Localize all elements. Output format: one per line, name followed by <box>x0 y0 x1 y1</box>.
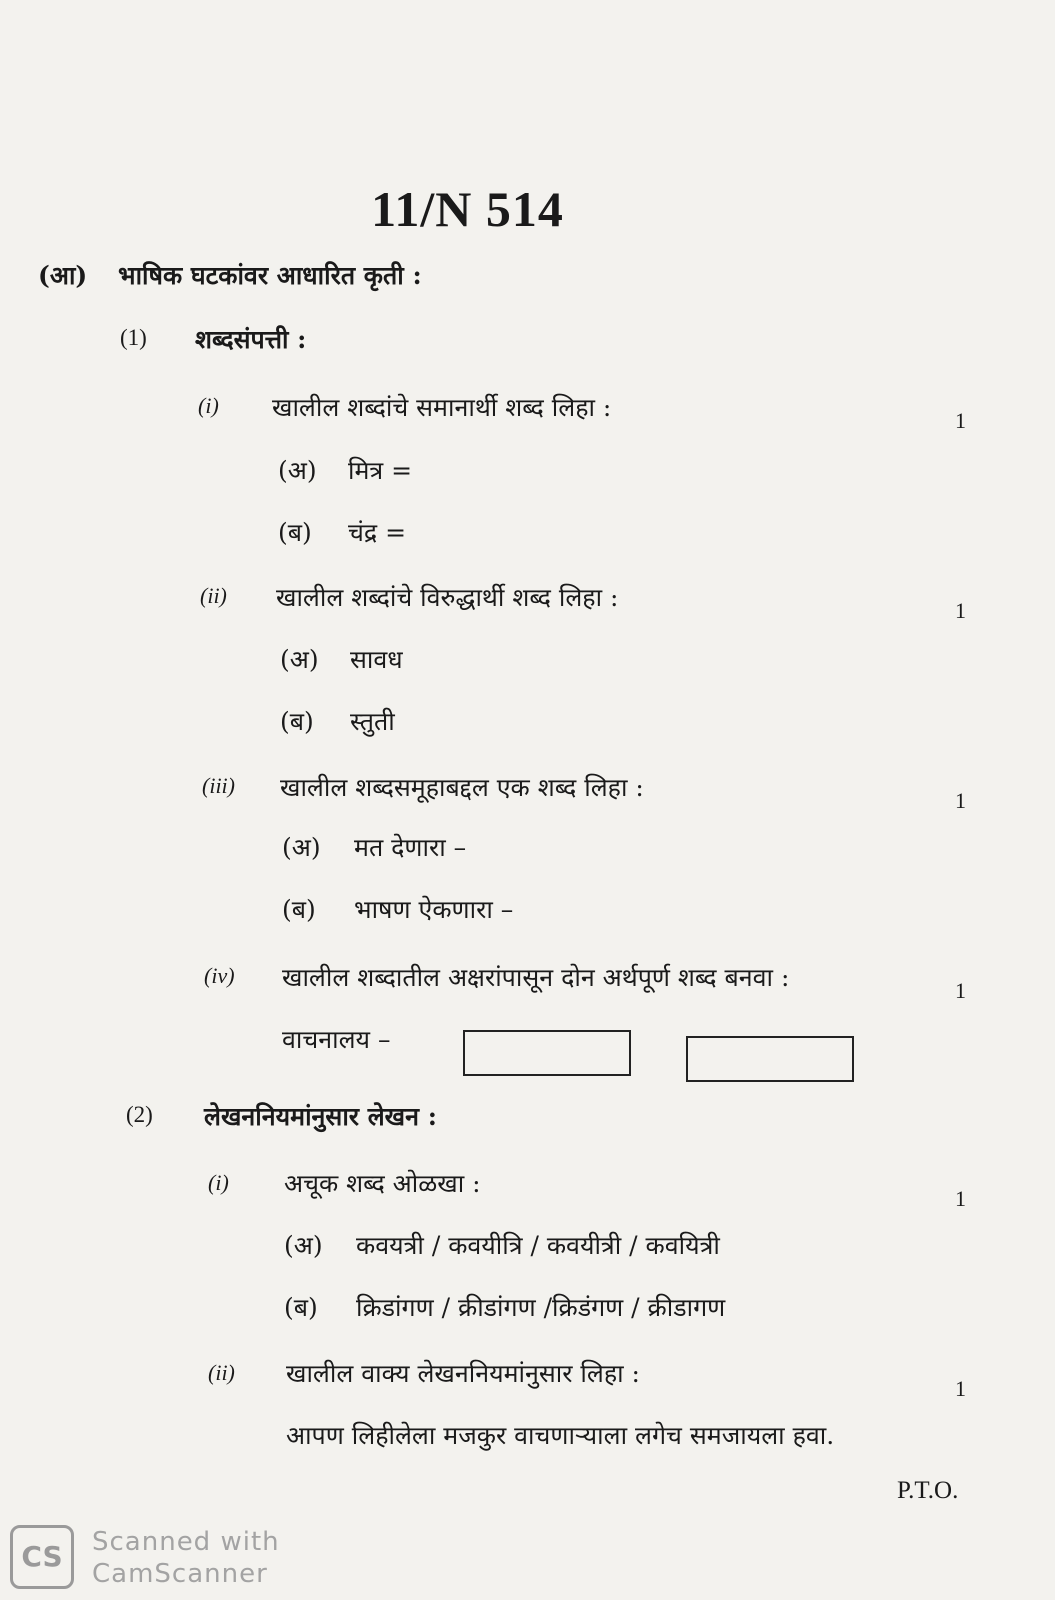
q2-ii-sentence: आपण लिहीलेला मजकुर वाचणाऱ्याला लगेच समजायला हवा. <box>286 1421 835 1450</box>
q1-iii-b-text: भाषण ऐकणारा – <box>354 895 514 924</box>
watermark-line-1: Scanned with <box>92 1527 280 1557</box>
q1-i-number: (i) <box>198 393 219 418</box>
q1-ii-number: (ii) <box>200 583 227 608</box>
q1-ii-marks: 1 <box>955 598 966 623</box>
section-label: (आ) <box>38 261 88 290</box>
answer-box-2[interactable] <box>686 1036 854 1082</box>
q1-i-marks: 1 <box>955 408 966 433</box>
q1-i-text: खालील शब्दांचे समानार्थी शब्द लिहा : <box>272 393 612 422</box>
q2-number: (2) <box>126 1102 153 1127</box>
q1-iii-a-text: मत देणारा – <box>354 833 467 862</box>
q1-iv-word: वाचनालय – <box>282 1025 391 1054</box>
q1-iv-text: खालील शब्दातील अक्षरांपासून दोन अर्थपूर्ण शब्द बनवा : <box>282 963 790 992</box>
q1-title: शब्दसंपत्ती : <box>195 325 307 354</box>
answer-box-1[interactable] <box>463 1030 631 1076</box>
q1-iii-a-label: (अ) <box>282 833 321 862</box>
q1-ii-a-label: (अ) <box>280 645 319 674</box>
paper-code: 11/N 514 <box>371 181 564 237</box>
q1-i-a-text: मित्र = <box>348 456 413 485</box>
watermark-line-2: CamScanner <box>92 1559 268 1589</box>
q2-i-a-label: (अ) <box>284 1231 323 1260</box>
q1-iv-number: (iv) <box>204 963 235 988</box>
q1-iii-b-label: (ब) <box>282 895 316 924</box>
q2-i-marks: 1 <box>955 1186 966 1211</box>
q2-i-text: अचूक शब्द ओळखा : <box>284 1169 481 1198</box>
q1-ii-a-text: सावध <box>350 645 403 674</box>
q2-i-a-options: कवयत्री / कवयीत्रि / कवयीत्री / कवयित्री <box>356 1231 720 1260</box>
q2-i-b-label: (ब) <box>284 1293 318 1322</box>
q2-ii-number: (ii) <box>208 1360 235 1385</box>
section-title: भाषिक घटकांवर आधारित कृती : <box>118 261 422 290</box>
q1-iii-number: (iii) <box>202 773 235 798</box>
q1-number: (1) <box>120 325 147 350</box>
q1-i-b-label: (ब) <box>278 518 312 547</box>
q1-i-b-text: चंद्र = <box>348 518 407 547</box>
please-turn-over: P.T.O. <box>897 1477 959 1504</box>
q1-ii-text: खालील शब्दांचे विरुद्धार्थी शब्द लिहा : <box>276 583 619 612</box>
q1-ii-b-text: स्तुती <box>350 707 395 736</box>
q1-ii-b-label: (ब) <box>280 707 314 736</box>
q2-ii-text: खालील वाक्य लेखननियमांनुसार लिहा : <box>286 1359 640 1388</box>
q2-title: लेखननियमांनुसार लेखन : <box>204 1102 437 1131</box>
q1-iv-marks: 1 <box>955 978 966 1003</box>
q2-ii-marks: 1 <box>955 1376 966 1401</box>
q1-iii-marks: 1 <box>955 788 966 813</box>
q2-i-number: (i) <box>208 1170 229 1195</box>
camscanner-watermark <box>92 1526 280 1590</box>
q1-iii-text: खालील शब्दसमूहाबद्दल एक शब्द लिहा : <box>280 773 644 802</box>
q1-i-a-label: (अ) <box>278 456 317 485</box>
q2-i-b-options: क्रिडांगण / क्रीडांगण /क्रिडंगण / क्रीडागण <box>356 1293 726 1322</box>
camscanner-logo-icon: CS <box>10 1525 74 1589</box>
